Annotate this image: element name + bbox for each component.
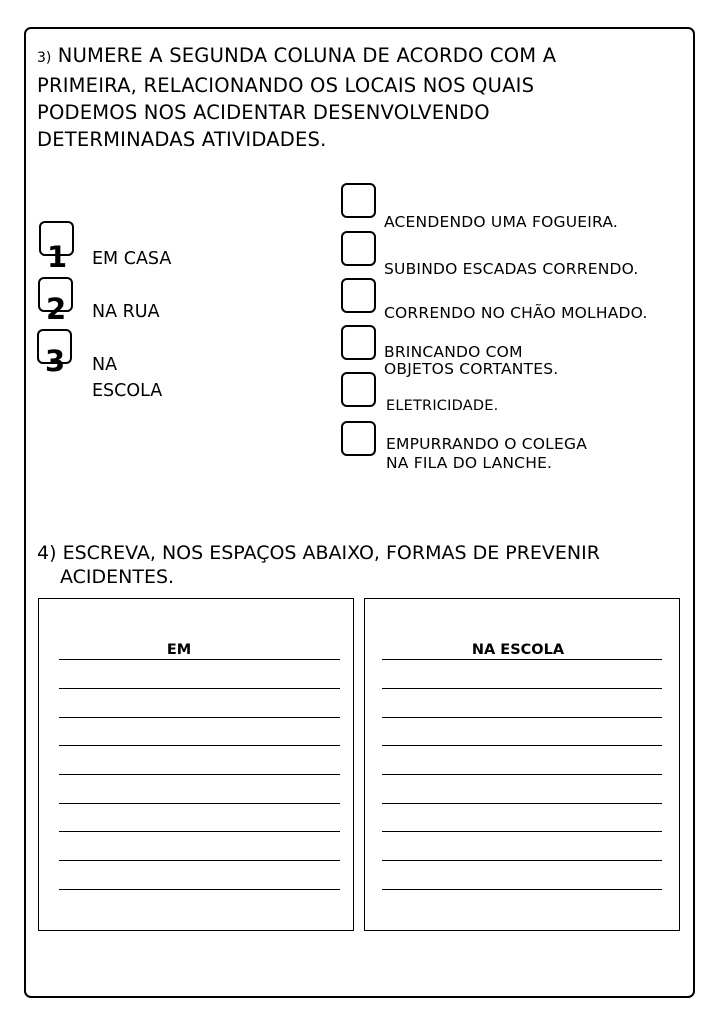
writing-line-right-2[interactable] (382, 688, 662, 689)
activity-3-answer-box[interactable] (341, 278, 376, 313)
question-3-line-3: PODEMOS NOS ACIDENTAR DESENVOLVENDO (37, 101, 490, 124)
place-1-label (92, 246, 171, 272)
writing-line-right-5[interactable] (382, 774, 662, 775)
activity-3-line-1: CORRENDO NO CHÃO MOLHADO. (384, 304, 648, 322)
activity-4-text (384, 344, 558, 378)
writing-line-right-1[interactable] (382, 659, 662, 660)
writing-panel-left-title: EM (166, 642, 192, 658)
writing-line-right-9[interactable] (382, 889, 662, 890)
writing-line-right-6[interactable] (382, 803, 662, 804)
activity-2-text (384, 261, 639, 278)
question-4-line-2: ACIDENTES. (60, 566, 175, 588)
activity-6-line-1: EMPURRANDO O COLEGA (386, 435, 588, 453)
place-3-label-line-1: NA (92, 355, 118, 375)
question-4-line-1: ESCREVA, NOS ESPAÇOS ABAIXO, FORMAS DE PREVENIR (62, 542, 600, 564)
place-2-number: 2 (46, 292, 67, 326)
activity-1-answer-box[interactable] (341, 183, 376, 218)
question-3-line-1: NUMERE A SEGUNDA COLUNA DE ACORDO COM A (57, 44, 557, 67)
activity-4-line-1: BRINCANDO COM (384, 343, 523, 361)
place-3-number: 3 (45, 344, 66, 378)
writing-line-left-6[interactable] (59, 803, 340, 804)
place-1-label-line-1: EM CASA (92, 249, 172, 269)
writing-line-left-4[interactable] (59, 745, 340, 746)
question-4-number: 4) (37, 542, 57, 564)
activity-4-answer-box[interactable] (341, 325, 376, 360)
activity-5-answer-box[interactable] (341, 372, 376, 407)
activity-3-text (384, 305, 648, 322)
question-3-line-4: DETERMINADAS ATIVIDADES. (37, 128, 327, 151)
writing-panel-right-title: NA ESCOLA (471, 642, 565, 658)
place-2-label-line-1: NA RUA (92, 302, 160, 322)
place-3-label-line-2: ESCOLA (92, 381, 163, 401)
place-2-label (92, 299, 160, 325)
place-1-number: 1 (47, 240, 68, 274)
writing-line-right-7[interactable] (382, 831, 662, 832)
writing-line-left-7[interactable] (59, 831, 340, 832)
writing-line-left-1[interactable] (59, 659, 340, 660)
activity-2-answer-box[interactable] (341, 231, 376, 266)
writing-line-left-3[interactable] (59, 717, 340, 718)
writing-line-left-9[interactable] (59, 889, 340, 890)
writing-line-right-3[interactable] (382, 717, 662, 718)
activity-5-text (386, 398, 498, 415)
activity-4-line-2: OBJETOS CORTANTES. (384, 360, 559, 378)
writing-line-left-2[interactable] (59, 688, 340, 689)
activity-6-text (386, 435, 587, 473)
question-3-title (37, 42, 677, 153)
activity-5-line-1: ELETRICIDADE. (386, 398, 499, 414)
activity-6-answer-box[interactable] (341, 421, 376, 456)
activity-2-line-1: SUBINDO ESCADAS CORRENDO. (384, 260, 639, 278)
writing-line-left-5[interactable] (59, 774, 340, 775)
place-3-label (92, 352, 162, 404)
activity-6-line-2: NA FILA DO LANCHE. (386, 454, 553, 472)
question-3-line-2: PRIMEIRA, RELACIONANDO OS LOCAIS NOS QUAIS (37, 74, 535, 97)
question-4-title (37, 541, 677, 589)
writing-line-right-8[interactable] (382, 860, 662, 861)
activity-1-text (384, 214, 618, 231)
activity-1-line-1: ACENDENDO UMA FOGUEIRA. (384, 213, 619, 231)
question-3-number: 3) (37, 50, 52, 66)
writing-line-right-4[interactable] (382, 745, 662, 746)
writing-line-left-8[interactable] (59, 860, 340, 861)
